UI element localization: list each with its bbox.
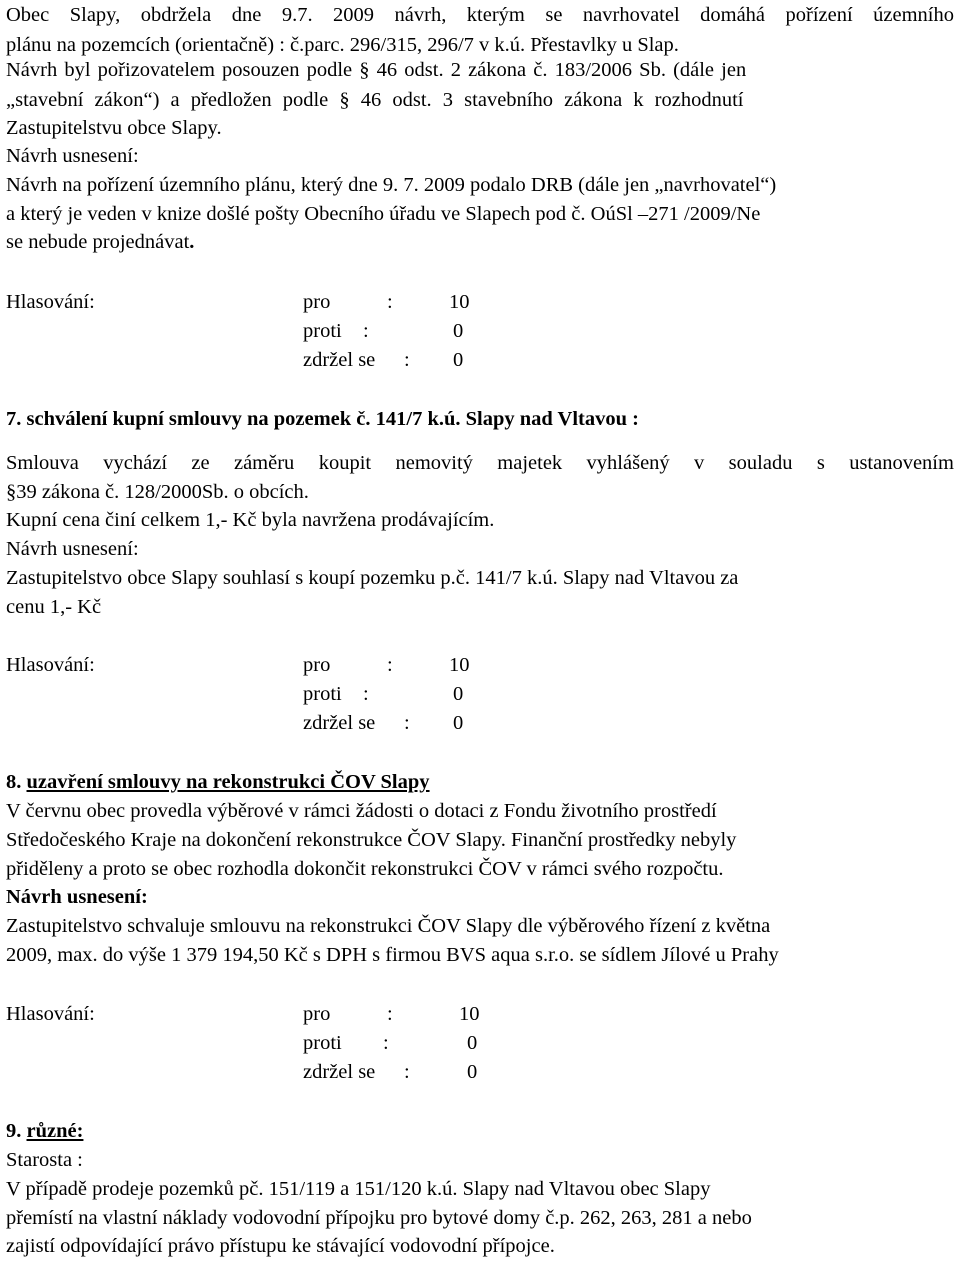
proposal-line-3	[6, 229, 194, 255]
word: kterým	[466, 4, 525, 26]
proposal-line-3-text: se nebude projednávat	[6, 231, 190, 253]
vote-proti-value: 0	[453, 320, 464, 342]
vote-pro-value: 10	[449, 654, 470, 676]
vote-zdrzel-value: 0	[453, 712, 464, 734]
vote-block-3-pro	[6, 1001, 956, 1027]
vote-pro-value: 10	[449, 291, 470, 313]
vote-proti-colon: :	[383, 1032, 389, 1054]
word: územního	[873, 4, 954, 26]
word: koupit	[318, 452, 372, 474]
vote-pro-key: pro	[303, 654, 331, 676]
vote-pro-value: 10	[459, 1003, 480, 1025]
word: návrh,	[394, 4, 447, 26]
vote-proti-key: proti	[303, 1032, 342, 1054]
word: se	[545, 4, 563, 26]
word: obdržela	[140, 4, 212, 26]
section-8-title: uzavření smlouvy na rekonstrukci ČOV Slapy	[26, 771, 430, 793]
intro-line-2: plánu na pozemcích (orientačně) : č.parc. 296/315, 296/7 v k.ú. Přestavlky u Slap.	[6, 34, 679, 56]
section-9-line-2: V případě prodeje pozemků pč. 151/119 a 151/120 k.ú. Slapy nad Vltavou obec Slapy	[6, 1178, 711, 1200]
vote-zdrzel-key: zdržel se	[303, 349, 376, 371]
vote-zdrzel-value: 0	[467, 1061, 478, 1083]
vote-block-1-zdrzel	[6, 347, 956, 373]
section-9-number: 9.	[6, 1120, 27, 1142]
section-9-line-4: zajistí odpovídající právo přístupu ke stávající vodovodní přípojce.	[6, 1235, 555, 1257]
word: nemovitý	[395, 452, 473, 474]
section-8-line-3: přiděleny a proto se obec rozhodla dokončit rekonstrukci ČOV v rámci svého rozpočtu.	[6, 858, 724, 880]
vote-block-1-proti	[6, 318, 956, 344]
vote-zdrzel-colon: :	[404, 712, 410, 734]
section-7-heading: 7. schválení kupní smlouvy na pozemek č. 141/7 k.ú. Slapy nad Vltavou :	[6, 408, 639, 430]
intro-line-4: „stavební zákon“) a předložen podle § 46 odst. 3 stavebního zákona k rozhodnutí	[6, 89, 744, 111]
section-7-line-4: Zastupitelstvo obce Slapy souhlasí s koupí pozemku p.č. 141/7 k.ú. Slapy nad Vltavou za	[6, 567, 739, 589]
word: vychází	[103, 452, 168, 474]
vote-label: Hlasování:	[6, 654, 95, 676]
proposal-line-1: Návrh na pořízení územního plánu, který dne 9. 7. 2009 podalo DRB (dále jen „navrhovatel“)	[6, 174, 777, 196]
word: Slapy,	[69, 4, 121, 26]
vote-block-1-pro	[6, 289, 956, 315]
vote-zdrzel-value: 0	[453, 349, 464, 371]
proposal-line-2: a který je veden v knize došlé pošty Obecního úřadu ve Slapech pod č. OúSl –271 /2009/Ne	[6, 203, 761, 225]
word: domáhá	[700, 4, 766, 26]
section-7-line-5: cenu 1,- Kč	[6, 596, 102, 618]
section-8-line-1: V červnu obec provedla výběrové v rámci žádosti o dotaci z Fondu životního prostředí	[6, 800, 717, 822]
word: Smlouva	[6, 452, 79, 474]
word: v	[694, 452, 705, 474]
vote-proti-key: proti	[303, 320, 342, 342]
vote-proti-key: proti	[303, 683, 342, 705]
vote-pro-colon: :	[387, 1003, 393, 1025]
word: 2009	[333, 4, 375, 26]
vote-block-2-pro	[6, 652, 956, 678]
vote-proti-colon: :	[363, 683, 369, 705]
vote-zdrzel-key: zdržel se	[303, 712, 376, 734]
proposal-label-3: Návrh usnesení:	[6, 886, 148, 908]
vote-pro-colon: :	[387, 654, 393, 676]
word: majetek	[497, 452, 563, 474]
word: pořízení	[785, 4, 853, 26]
word: navrhovatel	[582, 4, 680, 26]
section-9-line-3: přemístí na vlastní náklady vodovodní přípojku pro bytové domy č.p. 262, 263, 281 a nebo	[6, 1207, 752, 1229]
section-8-heading	[6, 769, 430, 795]
vote-block-2-zdrzel	[6, 710, 956, 736]
intro-line-5: Zastupitelstvu obce Slapy.	[6, 117, 222, 139]
word: souladu	[728, 452, 793, 474]
vote-pro-key: pro	[303, 1003, 331, 1025]
vote-zdrzel-key: zdržel se	[303, 1061, 376, 1083]
vote-pro-colon: :	[387, 291, 393, 313]
section-9-heading	[6, 1118, 83, 1144]
word: dne	[231, 4, 262, 26]
proposal-label-1: Návrh usnesení:	[6, 145, 139, 167]
section-7-line-3: Kupní cena činí celkem 1,- Kč byla navržena prodávajícím.	[6, 509, 495, 531]
vote-block-2-proti	[6, 681, 956, 707]
word: 9.7.	[281, 4, 313, 26]
vote-label: Hlasování:	[6, 1003, 95, 1025]
section-8-line-2: Středočeského Kraje na dokončení rekonstrukce ČOV Slapy. Finanční prostředky nebyly	[6, 829, 737, 851]
proposal-line-3-period: .	[189, 231, 195, 253]
proposal-label-2: Návrh usnesení:	[6, 538, 139, 560]
vote-proti-value: 0	[467, 1032, 478, 1054]
vote-block-3-zdrzel	[6, 1059, 956, 1085]
vote-label: Hlasování:	[6, 291, 95, 313]
section-8-line-4: Zastupitelstvo schvaluje smlouvu na rekonstrukci ČOV Slapy dle výběrového řízení z května	[6, 915, 771, 937]
intro-line-3: Návrh byl pořizovatelem posouzen podle § 46 odst. 2 zákona č. 183/2006 Sb. (dále jen	[6, 59, 747, 81]
section-9-title: různé:	[26, 1120, 84, 1142]
word: vyhlášený	[586, 452, 670, 474]
word: záměru	[233, 452, 295, 474]
word: ustanovením	[849, 452, 954, 474]
word: ze	[191, 452, 210, 474]
vote-zdrzel-colon: :	[404, 1061, 410, 1083]
vote-block-3-proti	[6, 1030, 956, 1056]
section-7-line-2: §39 zákona č. 128/2000Sb. o obcích.	[6, 481, 309, 503]
word: Obec	[6, 4, 50, 26]
vote-zdrzel-colon: :	[404, 349, 410, 371]
vote-proti-value: 0	[453, 683, 464, 705]
section-9-line-1: Starosta :	[6, 1149, 83, 1171]
word: s	[816, 452, 825, 474]
vote-pro-key: pro	[303, 291, 331, 313]
section-8-number: 8.	[6, 771, 27, 793]
section-7-line-1	[6, 450, 954, 476]
intro-line-1	[6, 2, 954, 28]
vote-proti-colon: :	[363, 320, 369, 342]
section-8-line-5: 2009, max. do výše 1 379 194,50 Kč s DPH s firmou BVS aqua s.r.o. se sídlem Jílové u Prahy	[6, 944, 779, 966]
